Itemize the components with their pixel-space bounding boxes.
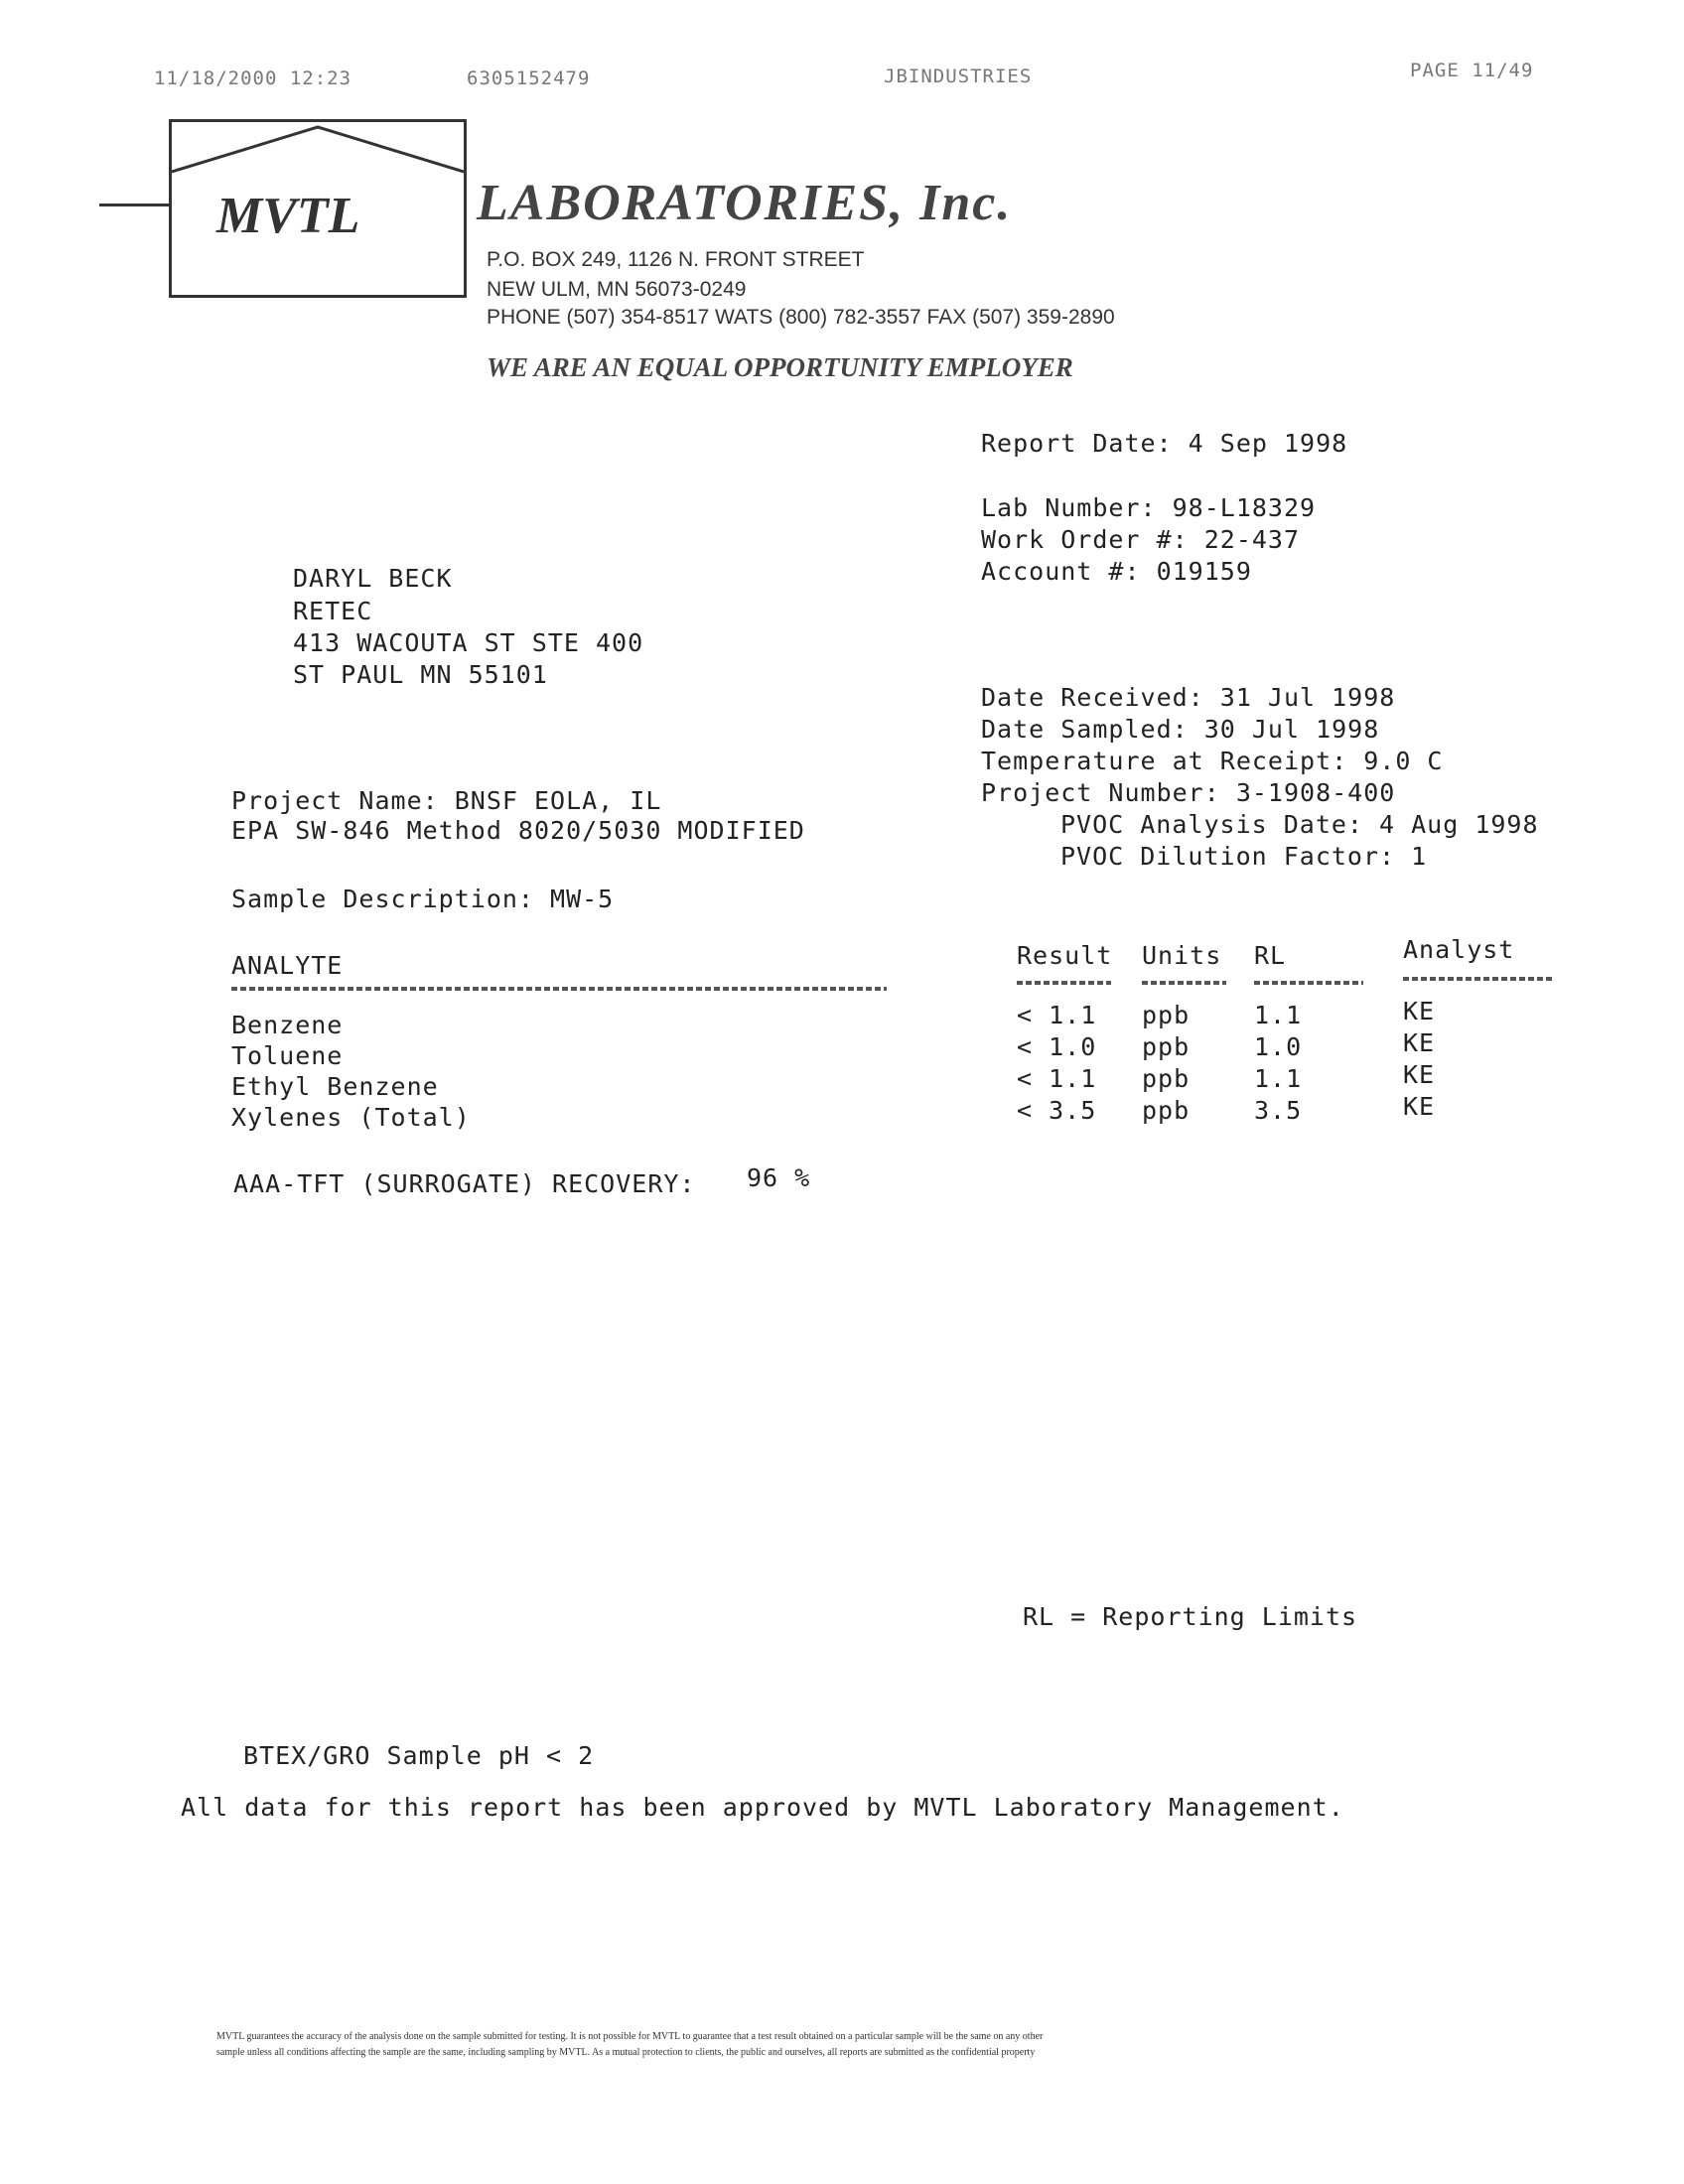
temperature: Temperature at Receipt: 9.0 C: [981, 747, 1444, 775]
table-row-analyst: KE: [1403, 1028, 1436, 1057]
phone-line: PHONE (507) 354-8517 WATS (800) 782-3557 FAX (507) 359-2890: [487, 306, 1115, 329]
rl-divider: [1254, 981, 1363, 985]
approval-statement: All data for this report has been approved by MVTL Laboratory Management.: [181, 1793, 1344, 1822]
address-line-1: P.O. BOX 249, 1126 N. FRONT STREET: [487, 248, 865, 271]
units-divider: [1142, 981, 1226, 985]
report-date: Report Date: 4 Sep 1998: [981, 429, 1348, 458]
table-row-rl: 1.0: [1254, 1032, 1303, 1061]
table-row-units: ppb: [1142, 1096, 1191, 1125]
date-sampled: Date Sampled: 30 Jul 1998: [981, 715, 1380, 744]
header-units: Units: [1142, 941, 1222, 970]
header-analyst: Analyst: [1403, 935, 1515, 964]
recovery-value: 96 %: [747, 1163, 811, 1192]
table-row-units: ppb: [1142, 1001, 1191, 1029]
table-row-rl: 3.5: [1254, 1096, 1303, 1125]
table-row-rl: 1.1: [1254, 1064, 1303, 1093]
rl-legend: RL = Reporting Limits: [1023, 1602, 1358, 1631]
table-row-analyte: Ethyl Benzene: [231, 1072, 439, 1101]
table-row-result: < 1.1: [1017, 1001, 1097, 1029]
table-row-rl: 1.1: [1254, 1001, 1303, 1029]
disclaimer-line-2: sample unless all conditions affecting the sample are the same, including sampling by MVTL. As a mutual protection to clients, the public and ourselves, all reports are submitted as the confidential property: [216, 2047, 1036, 2058]
analyst-divider: [1403, 977, 1552, 981]
pvoc-analysis-date: PVOC Analysis Date: 4 Aug 1998: [1060, 810, 1539, 839]
recovery-label: AAA-TFT (SURROGATE) RECOVERY:: [233, 1169, 696, 1198]
sample-ph-note: BTEX/GRO Sample pH < 2: [243, 1741, 595, 1770]
project-number: Project Number: 3-1908-400: [981, 778, 1396, 807]
recipient-name: DARYL BECK: [293, 564, 453, 593]
fax-timestamp: 11/18/2000 12:23: [154, 68, 352, 89]
logo-text: MVTL: [216, 188, 360, 244]
table-row-result: < 1.0: [1017, 1032, 1097, 1061]
table-row-analyte: Benzene: [231, 1011, 344, 1039]
project-name: Project Name: BNSF EOLA, IL: [231, 786, 662, 815]
company-name: LABORATORIES, Inc.: [477, 175, 1013, 231]
fax-page: PAGE 11/49: [1410, 60, 1534, 81]
recipient-city: ST PAUL MN 55101: [293, 660, 548, 689]
table-row-analyst: KE: [1403, 1060, 1436, 1089]
table-row-result: < 1.1: [1017, 1064, 1097, 1093]
lab-number: Lab Number: 98-L18329: [981, 493, 1317, 522]
pvoc-dilution-factor: PVOC Dilution Factor: 1: [1060, 842, 1428, 871]
disclaimer-line-1: MVTL guarantees the accuracy of the analysis done on the sample submitted for testing. It is not possible for MVTL to guarantee that a test result obtained on a particular sample will be the same on any other: [216, 2031, 1044, 2042]
table-row-units: ppb: [1142, 1032, 1191, 1061]
table-row-result: < 3.5: [1017, 1096, 1097, 1125]
company-logo: [169, 119, 467, 298]
logo-line: [99, 204, 169, 206]
work-order: Work Order #: 22-437: [981, 525, 1301, 554]
header-result: Result: [1017, 941, 1113, 970]
table-row-analyte: Toluene: [231, 1041, 344, 1070]
table-row-analyst: KE: [1403, 1092, 1436, 1121]
header-analyte: ANALYTE: [231, 951, 344, 980]
epa-method: EPA SW-846 Method 8020/5030 MODIFIED: [231, 816, 805, 845]
fax-sender: JBINDUSTRIES: [884, 66, 1033, 87]
recipient-street: 413 WACOUTA ST STE 400: [293, 628, 644, 657]
eeo-statement: WE ARE AN EQUAL OPPORTUNITY EMPLOYER: [487, 352, 1073, 382]
table-row-analyte: Xylenes (Total): [231, 1103, 471, 1132]
fax-phone: 6305152479: [467, 68, 591, 89]
date-received: Date Received: 31 Jul 1998: [981, 683, 1396, 712]
sample-description: Sample Description: MW-5: [231, 885, 615, 913]
analyte-divider: [231, 987, 887, 991]
result-divider: [1017, 981, 1111, 985]
table-row-units: ppb: [1142, 1064, 1191, 1093]
address-line-2: NEW ULM, MN 56073-0249: [487, 278, 747, 301]
header-rl: RL: [1254, 941, 1287, 970]
table-row-analyst: KE: [1403, 997, 1436, 1025]
recipient-company: RETEC: [293, 597, 373, 625]
account-number: Account #: 019159: [981, 557, 1252, 586]
